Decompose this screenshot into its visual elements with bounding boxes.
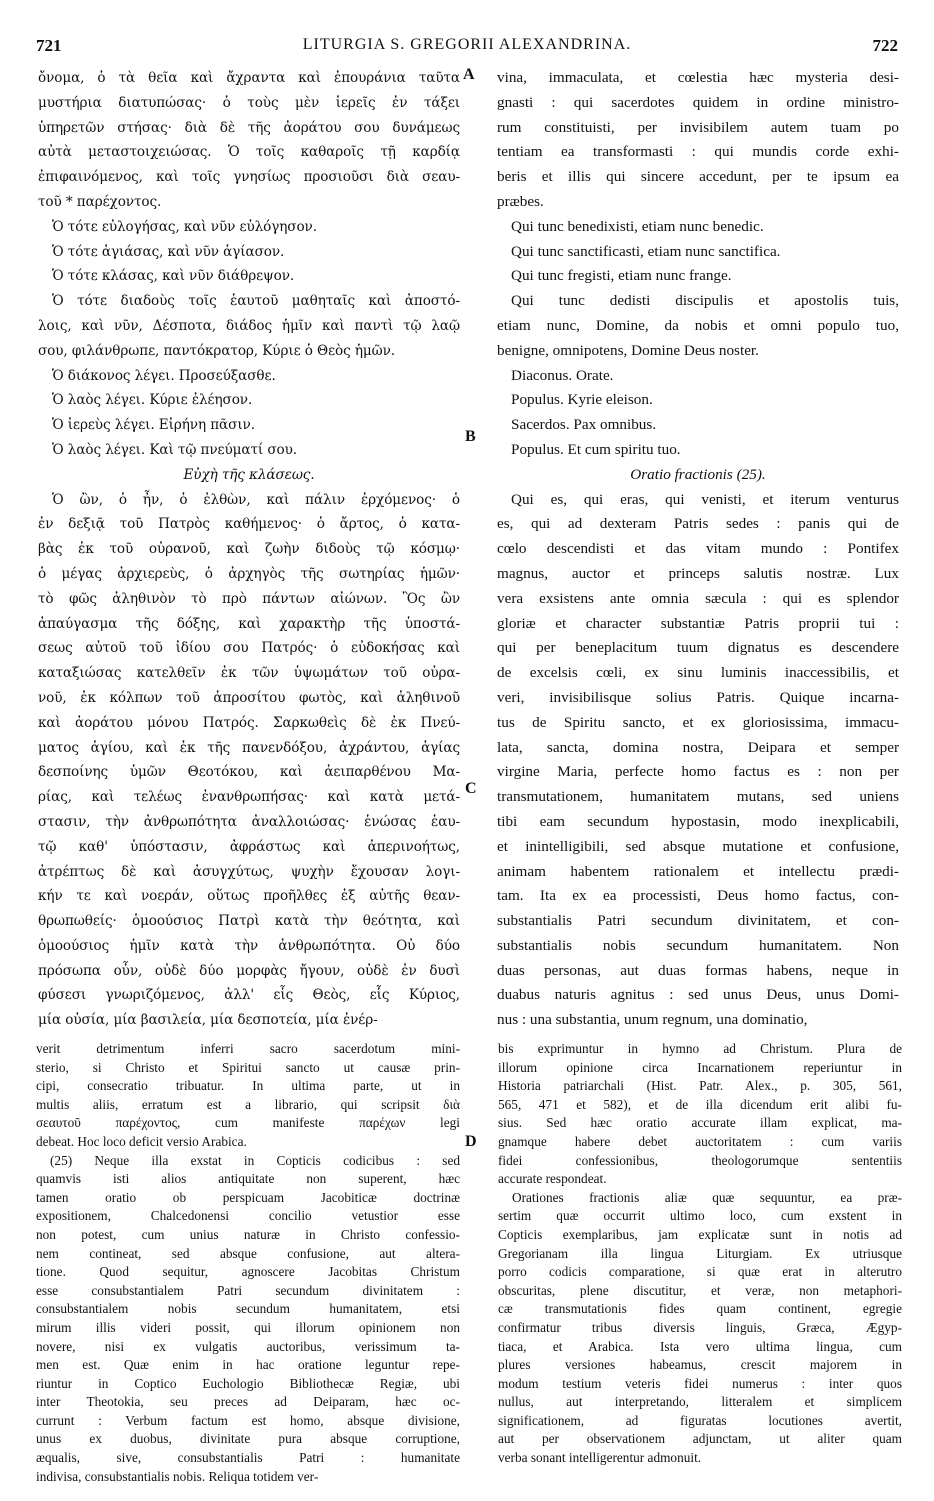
footnote-left-line: debeat. Hoc loco deficit versio Arabica. xyxy=(36,1133,247,1149)
latin-text-line: præbes. xyxy=(497,192,544,210)
greek-text-line: καταξιώσας κατελθεῖν ἐκ τῶν ὑψωμάτων τοῦ οὐρα- xyxy=(38,665,460,682)
latin-text-line: veri, invisibilisque solius Patris. Quique incarna- xyxy=(497,688,899,706)
latin-text-line: Diaconus. Orate. xyxy=(511,366,614,384)
latin-text-line: de excelsis cœli, ex sinu luminis inaccessibilis, et xyxy=(497,664,899,682)
latin-text-line: duabus naturis agnitus : sed unus Deus, unus Domi- xyxy=(497,986,899,1004)
running-header xyxy=(0,36,934,62)
footnote-right-line: porro codicis comparatione, si quæ erat in alterutro xyxy=(498,1264,902,1280)
footnote-left-line: tamen oratio ob perspicuam Jacobiticæ doctrinæ xyxy=(36,1189,460,1205)
footnote-left-line: esse consubstantialem Patri secundum divinitatem : xyxy=(36,1282,460,1298)
latin-text-line: es, qui ad dexteram Patris sedes : panis qui de xyxy=(497,515,899,533)
footnote-left-line: quamvis isti alios antiquitate non superent, hæc xyxy=(36,1171,460,1187)
greek-text-line: Ὁ τότε εὐλογήσας, καὶ νῦν εὐλόγησον. xyxy=(52,218,317,235)
greek-text-line: σεως αὐτοῦ τοῦ ἰδίου σου Πατρός· ὁ εὐδοκήσας καὶ xyxy=(38,640,460,657)
latin-text-line: tam. Ita ex ea processisti, Deus homo factus, con- xyxy=(497,887,899,905)
footnote-left-line: sterio, si Christo et Spiritui sancto ut causæ prin- xyxy=(36,1059,460,1075)
greek-text-line: μία οὐσία, μία βασιλεία, μία δεσποτεία, μία ἐνέρ- xyxy=(38,1012,378,1029)
greek-text-line: ὁμοούσιος ἡμῖν κατὰ τὴν ἀνθρωπότητα. Οὐ δύο xyxy=(38,937,460,954)
footnote-left-line: multis aliis, erratum est a librario, qui scripsit διὰ xyxy=(36,1096,460,1112)
greek-text-line: ἀπαύγασμα τῆς δόξης, καὶ χαρακτὴρ τῆς ὑποστά- xyxy=(38,615,460,632)
latin-text-line: tentiam ea transformasti : qui mundis corde exhi- xyxy=(497,143,899,161)
footnote-right-line: 565, 471 et 582), et de illa dicendum erit alibi fu- xyxy=(498,1096,902,1112)
latin-text-line: vera exsistens ante omnia sæcula : qui es splendor xyxy=(497,589,899,607)
greek-text-line: στασιν, τὴν ἀνθρωπότητα ἀναλλοιώσας· ἑνώσας ἑαυ- xyxy=(38,813,460,830)
greek-text-line: Ὁ λαὸς λέγει. Καὶ τῷ πνεύματί σου. xyxy=(52,441,297,458)
greek-text-line: νοῦ, ἐκ κόλπων τοῦ ἀπροσίτου φωτὸς, καὶ ἀληθινοῦ xyxy=(38,689,460,706)
footnote-left-line: nem contineat, sed absque confusione, aut altera- xyxy=(36,1245,460,1261)
latin-text-line: Populus. Et cum spiritu tuo. xyxy=(511,440,681,458)
footnote-left-line: non potest, cum unius naturæ in Christo confessio- xyxy=(36,1226,460,1242)
latin-text-line: Oratio fractionis (25). xyxy=(630,465,766,483)
margin-marker-c: C xyxy=(465,780,477,797)
latin-text-line: tus de Spiritu sancto, et ex gloriosissima, immacu- xyxy=(497,713,899,731)
latin-text-line: Qui es, qui eras, qui venisti, et iterum venturus xyxy=(511,490,899,508)
greek-text-line: ὁ μέγας ἀρχιερεὺς, ὁ ἀρχηγὸς τῆς σωτηρίας ἡμῶν· xyxy=(38,565,460,582)
latin-text-line: nus : una substantia, unum regnum, una dominatio, xyxy=(497,1011,808,1029)
greek-text-line: ρίας, καὶ τελέως ἐνανθρωπήσας· καὶ κατὰ μετά- xyxy=(38,789,460,806)
footnote-right-line: aut per observationem adjunctam, ut aliter quam xyxy=(498,1431,902,1447)
running-title: LITURGIA S. GREGORII ALEXANDRINA. xyxy=(302,36,632,53)
footnote-left-line: novere, nisi ex vulgatis auctoribus, verissimum ta- xyxy=(36,1338,460,1354)
footnote-right-line: obscuritas, plene discutitur, et veræ, non metaphori- xyxy=(498,1282,902,1298)
greek-text-line: τοῦ * παρέχοντος. xyxy=(38,193,162,210)
greek-text-line: Εὐχὴ τῆς κλάσεως. xyxy=(183,466,315,483)
greek-text-line: λοις, καὶ νῦν, Δέσποτα, διάδος ἡμῖν καὶ παντὶ τῷ λαῷ xyxy=(38,317,460,334)
latin-text-line: lata, sancta, domina nostra, Deipara et semper xyxy=(497,738,899,756)
greek-text-line: θρωπωθείς· ὁμοούσιος Πατρὶ κατὰ τὴν θεότητα, καὶ xyxy=(38,913,460,930)
footnote-right-line: cæ transmutationis fides quam continent, egregie xyxy=(498,1301,902,1317)
greek-text-line: πρόσωπα οὖν, οὐδὲ δύο μορφὰς ἤγουν, οὐδὲ ἐν δυσὶ xyxy=(38,962,460,979)
footnote-left-line: men est. Quæ enim in hac oratione leguntur repe- xyxy=(36,1357,460,1373)
margin-marker-d: D xyxy=(465,1133,477,1150)
footnote-right-line: accurate respondeat. xyxy=(498,1171,607,1187)
latin-text-line: Qui tunc dedisti discipulis et apostolis tuis, xyxy=(511,292,899,310)
latin-text-line: gloriæ et character substantiæ Patris proprii tui : xyxy=(497,614,899,632)
greek-text-line: κήν τε καὶ νοεράν, οὕτως προῆλθες ἐξ αὐτῆς θεαν- xyxy=(38,888,460,905)
greek-text-line: Ὁ διάκονος λέγει. Προσεύξασθε. xyxy=(52,367,276,384)
footnote-right-line: illorum opinione circa Incarnationem reperiuntur in xyxy=(498,1059,902,1075)
greek-text-line: δεσποίνης ὑμῶν Θεοτόκου, καὶ ἀειπαρθένου Μα- xyxy=(38,764,460,781)
greek-text-line: σου, φιλάνθρωπε, παντόκρατορ, Κύριε ὁ Θεὸς ἡμῶν. xyxy=(38,342,396,359)
footnote-right-line: plures versiones habeamus, crescit majorem in xyxy=(498,1357,902,1373)
footnote-left-line: tione. Quod sequitur, agnoscere Jacobitas Christum xyxy=(36,1264,460,1280)
latin-text-column xyxy=(497,66,899,1033)
latin-text-line: tibi eam secundum hypostasin, modo inexplicabili, xyxy=(497,812,899,830)
margin-marker-a: A xyxy=(463,66,475,83)
greek-text-column xyxy=(38,66,460,1033)
footnotes-left-column xyxy=(36,1040,460,1486)
margin-marker-b: B xyxy=(465,428,476,445)
greek-text-line: Ὁ τότε διαδοὺς τοῖς ἑαυτοῦ μαθηταῖς καὶ ἀποστό- xyxy=(52,293,460,310)
footnote-left-line: (25) Neque illa exstat in Copticis codicibus : sed xyxy=(50,1152,460,1168)
footnote-left-line: unus ex duobus, divinitate pura absque corruptione, xyxy=(36,1431,460,1447)
footnote-right-line: verba sonant intelligerentur admonuit. xyxy=(498,1450,702,1466)
footnote-right-line: modum testium veteris fidei numerus : inter quos xyxy=(498,1375,902,1391)
latin-text-line: duas personas, aut duas formas habens, neque in xyxy=(497,961,899,979)
footnote-right-line: confirmatur tribus diversis linguis, Græca, Ægyp- xyxy=(498,1319,902,1335)
latin-text-line: Qui tunc fregisti, etiam nunc frange. xyxy=(511,267,732,285)
greek-text-line: Ὁ ἱερεὺς λέγει. Εἰρήνη πᾶσιν. xyxy=(52,417,255,434)
footnote-left-line: indivisa, consubstantialis nobis. Reliqua totidem ver- xyxy=(36,1468,319,1484)
footnote-left-line: consubstantialem nobis secundum humanitatem, etsi xyxy=(36,1301,460,1317)
greek-text-line: ὄνομα, ὁ τὰ θεῖα καὶ ἄχραντα καὶ ἐπουράνια ταῦτα xyxy=(38,70,460,86)
greek-text-line: καὶ ἀοράτου μόνου Πατρός. Σαρκωθεὶς δὲ ἐκ Πνεύ- xyxy=(38,714,460,731)
footnote-right-line: nullus, aut interpretando, litteralem et simplicem xyxy=(498,1394,902,1410)
latin-text-line: cœlo descendisti et das vitam mundo : Pontifex xyxy=(497,540,899,558)
footnote-left-line: æqualis, sive, consubstantialis Patri : humanitate xyxy=(36,1450,460,1466)
latin-text-line: Qui tunc benedixisti, etiam nunc benedic. xyxy=(511,217,764,235)
footnote-right-line: sertim quæ occurrit ultimo loco, cum exstent in xyxy=(498,1208,902,1224)
footnote-right-line: Copticis exemplaribus, jam explicatæ sunt in notis ad xyxy=(498,1226,902,1242)
greek-text-line: Ὁ τότε κλάσας, καὶ νῦν διάθρεψον. xyxy=(52,268,295,285)
page-number-right: 722 xyxy=(872,36,898,55)
latin-text-line: Qui tunc sanctificasti, etiam nunc sanctifica. xyxy=(511,242,781,260)
latin-text-line: etiam nunc, Domine, da nobis et omni populo tuo, xyxy=(497,316,899,334)
footnote-right-line: fidei confessionibus, theologorumque sententiis xyxy=(498,1152,902,1168)
footnote-right-line: tiaca, et Arabica. Ista vero ultima lingua, cum xyxy=(498,1338,902,1354)
footnotes-right-column xyxy=(498,1040,902,1468)
footnote-right-line: bis exprimuntur in hymno ad Christum. Plura de xyxy=(498,1041,902,1056)
footnote-left-line: σεαυτοῦ παρέχοντος, cum manifeste παρέχων legi xyxy=(36,1115,460,1131)
latin-text-line: animam habentem rationalem et intellectu prædi- xyxy=(497,862,899,880)
footnote-right-line: Historia patriarchali (Hist. Patr. Alex., p. 305, 561, xyxy=(498,1078,902,1094)
greek-text-line: βὰς ἐκ τοῦ οὐρανοῦ, καὶ ζωὴν διδοὺς τῷ κόσμῳ· xyxy=(38,541,460,558)
greek-text-line: Ὁ λαὸς λέγει. Κύριε ἐλέησον. xyxy=(52,392,253,409)
latin-text-line: Sacerdos. Pax omnibus. xyxy=(511,416,657,434)
latin-text-line: virgine Maria, perfecte homo factus es : non per xyxy=(497,763,899,781)
latin-text-line: magnus, auctor et princeps salutis nostræ. Lux xyxy=(497,564,899,582)
footnote-left-line: riuntur in Coptico Euchologio Bibliothecæ Regiæ, ubi xyxy=(36,1375,460,1391)
footnote-left-line: currunt : Verbum factum est homo, absque divisione, xyxy=(36,1412,460,1428)
latin-text-line: vina, immaculata, et cœlestia hæc mysteria desi- xyxy=(497,69,899,86)
greek-text-line: Ὁ ὢν, ὁ ἦν, ὁ ἐλθὼν, καὶ πάλιν ἐρχόμενος· ὁ xyxy=(52,491,460,508)
greek-text-line: μυστήρια διατυπώσας· ὁ τοὺς μὲν ἱερεῖς ἐν τάξει xyxy=(38,94,460,111)
footnote-left-line: mirum illis videri possit, qui illorum opinionem non xyxy=(36,1319,460,1335)
latin-text-line: transmutationem, humanitatem mutans, sed uniens xyxy=(497,788,899,806)
latin-text-line: benigne, omnipotens, Domine Deus noster. xyxy=(497,341,759,359)
footnote-left-line: expositionem, Chalcedonensi concilio vetustior esse xyxy=(36,1208,460,1224)
greek-text-line: ἐν δεξιᾷ τοῦ Πατρὸς καθήμενος· ὁ ἄρτος, ὁ κατα- xyxy=(38,516,460,533)
page-number-left: 721 xyxy=(36,36,62,55)
greek-text-line: Ὁ τότε ἁγιάσας, καὶ νῦν ἁγίασον. xyxy=(52,243,285,260)
latin-text-line: beris et illis qui sincere accedunt, per te ipsum ea xyxy=(497,168,899,186)
greek-text-line: ἐπιφαινόμενος, καὶ τοῖς γνησίως προσιοῦσι διὰ σεαυ- xyxy=(38,169,460,186)
latin-text-line: et inintelligibili, sed absque mutatione et confusione, xyxy=(497,837,899,855)
latin-text-line: Populus. Kyrie eleison. xyxy=(511,391,653,409)
latin-text-line: rum constituisti, per invisibilem autem tuam po xyxy=(497,118,899,136)
greek-text-line: αὐτὰ μεταστοιχειώσας. Ὁ τοῖς καθαροῖς τῇ καρδίᾳ xyxy=(38,144,460,161)
greek-text-line: ἀτρέπτως δὲ καὶ ἀσυγχύτως, ψυχὴν ἔχουσαν λογι- xyxy=(38,863,460,880)
latin-text-line: substantialis Patri secundum divinitatem, et con- xyxy=(497,912,899,930)
greek-text-line: ματος ἁγίου, καὶ ἐκ τῆς πανενδόξου, ἀχράντου, ἁγίας xyxy=(38,739,460,756)
latin-text-line: substantialis nobis secundum humanitatem. Non xyxy=(497,936,899,954)
footnote-left-line: inter Theotokia, seu preces ad Deiparam, hæc oc- xyxy=(36,1394,460,1410)
footnote-left-line: verit detrimentum inferri sacro sacerdotum mini- xyxy=(36,1041,460,1056)
footnote-right-line: Gregorianam illa lingua Liturgiam. Ex utriusque xyxy=(498,1245,902,1261)
footnote-right-line: Orationes fractionis aliæ quæ sequuntur, ea præ- xyxy=(512,1189,902,1205)
greek-text-line: τῷ καθ' ὑπόστασιν, ἀφράστως καὶ ἀπερινοήτως, xyxy=(38,838,460,855)
latin-text-line: qui per beneplacitum tuum dignatus es descendere xyxy=(497,639,899,657)
latin-text-line: gnasti : qui sacerdotes quidem in ordine ministro- xyxy=(497,93,899,111)
greek-text-line: ὑπηρετῶν στήσας· διὰ δὲ τῆς ἀοράτου σου δυνάμεως xyxy=(38,119,460,136)
greek-text-line: φύσεσι γνωριζόμενος, ἀλλ' εἷς Θεὸς, εἷς Κύριος, xyxy=(38,987,460,1004)
footnote-right-line: significationem, ad figuratas locutiones avertit, xyxy=(498,1412,902,1428)
footnote-right-line: gnamque habere debet auctoritatem : cum variis xyxy=(498,1133,902,1149)
footnote-left-line: cipi, consecratio tribuatur. In ultima parte, ut in xyxy=(36,1078,460,1094)
greek-text-line: τὸ φῶς ἀληθινὸν τὸ πρὸ πάντων αἰώνων. Ὃς ὢν xyxy=(38,590,460,607)
footnote-right-line: sius. Sed hæc oratio accurate illam explicat, ma- xyxy=(498,1115,902,1131)
